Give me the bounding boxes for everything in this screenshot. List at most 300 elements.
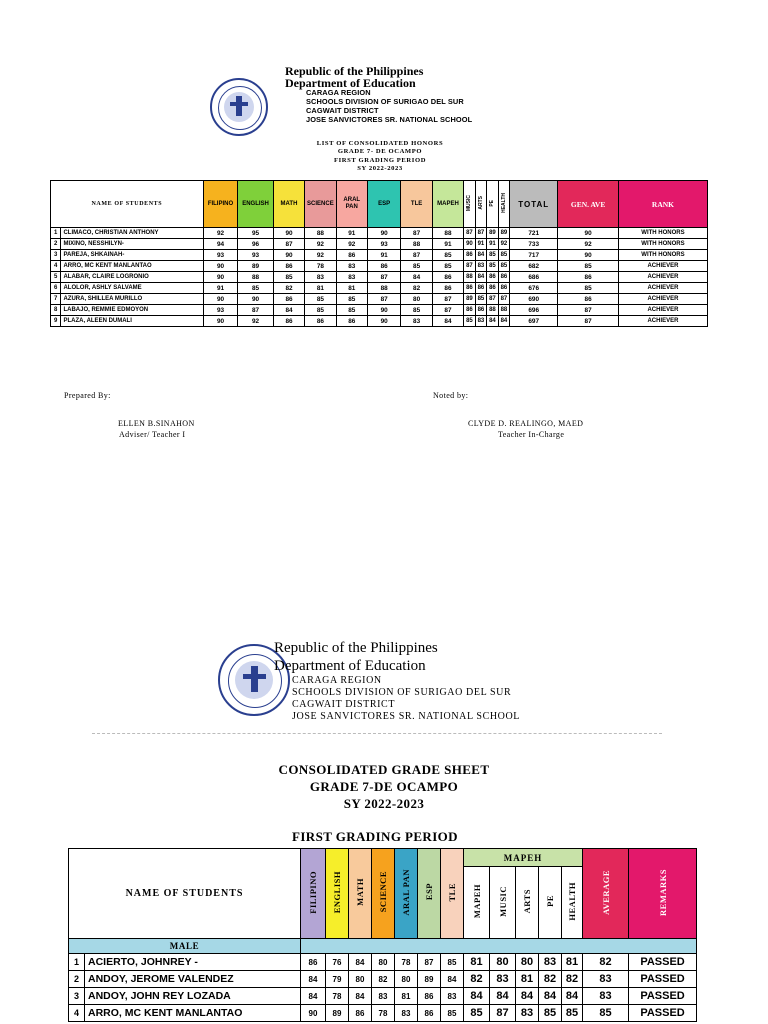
honors-cell-total: 717	[510, 250, 558, 261]
honors-cell-pe: 85	[487, 261, 499, 272]
honors-cell-tle: 83	[401, 316, 432, 327]
honors-cell-sci: 83	[305, 272, 336, 283]
honors-cell-ap: 91	[336, 228, 367, 239]
honors-cell-mapeh: 91	[432, 239, 463, 250]
grades-cell-mapeh: 81	[464, 954, 490, 971]
honors-cell-mapeh: 87	[432, 294, 463, 305]
honors-cell-esp: 87	[367, 272, 400, 283]
honors-cell-math: 87	[273, 239, 304, 250]
honors-cell-mapeh: 85	[432, 250, 463, 261]
honors-row	[51, 239, 708, 250]
grades-th-filipino-label: FILIPINO	[308, 870, 318, 914]
grades-cell-tle: 85	[441, 1005, 464, 1022]
honors-student-name: ARRO, MC KENT MANLANTAO	[61, 261, 203, 272]
honors-cell-he: 85	[498, 250, 510, 261]
honors-th-pe-label: PE	[489, 199, 496, 207]
honors-cell-ave: 90	[558, 250, 619, 261]
district-text: CAGWAIT DISTRICT	[306, 106, 379, 115]
honors-row	[51, 261, 708, 272]
honors-cell-total: 733	[510, 239, 558, 250]
grades-cell-tle: 84	[441, 971, 464, 988]
honors-cell-ar: 91	[475, 239, 487, 250]
honors-row	[51, 283, 708, 294]
prepared-by-label: Prepared By:	[64, 391, 111, 400]
gradesheet-title-block	[184, 761, 584, 812]
honors-cell-tle: 85	[401, 261, 432, 272]
noted-name: CLYDE D. REALINGO, MAED	[468, 419, 584, 428]
grades-cell-rem: PASSED	[629, 988, 697, 1005]
honors-cell-esp: 87	[367, 294, 400, 305]
honors-row-number: 3	[51, 250, 61, 261]
grades-row	[69, 988, 697, 1005]
grades-th-average-label: AVERAGE	[600, 869, 611, 915]
grades-cell-mapeh: 82	[464, 971, 490, 988]
honors-cell-pe: 85	[487, 250, 499, 261]
honors-cell-pe: 86	[487, 283, 499, 294]
gradesheet-title: CONSOLIDATED GRADE SHEET	[278, 762, 490, 777]
honors-cell-mapeh: 84	[432, 316, 463, 327]
region-text-2: CARAGA REGION	[292, 675, 382, 686]
honors-cell-ave: 87	[558, 305, 619, 316]
grades-row-number: 2	[69, 971, 85, 988]
gradesheet-sy: SY 2022-2023	[343, 796, 425, 811]
honors-student-name: LABAJO, REMMIE EDMOYON	[61, 305, 203, 316]
honors-row-number: 2	[51, 239, 61, 250]
honors-th-arts	[475, 181, 487, 228]
honors-cell-fil: 90	[203, 272, 238, 283]
honors-cell-eng: 92	[238, 316, 274, 327]
honors-cell-ave: 86	[558, 294, 619, 305]
honors-cell-eng: 90	[238, 294, 274, 305]
honors-th-health	[498, 181, 510, 228]
honors-cell-pe: 89	[487, 228, 499, 239]
honors-th-filipino: FILIPINO	[203, 181, 238, 228]
honors-cell-ar: 83	[475, 261, 487, 272]
grades-th-english-label: ENGLISH	[332, 870, 342, 914]
honors-cell-rank: ACHIEVER	[618, 272, 707, 283]
grades-cell-sci: 78	[372, 1005, 395, 1022]
honors-cell-rank: WITH HONORS	[618, 228, 707, 239]
noted-title: Teacher In-Charge	[498, 430, 565, 439]
grades-cell-he: 84	[562, 988, 583, 1005]
grades-th-arts-label: ARTS	[522, 888, 532, 914]
honors-cell-ap: 83	[336, 261, 367, 272]
honors-student-name: CLIMACO, CHRISTIAN ANTHONY	[61, 228, 203, 239]
honors-cell-tle: 88	[401, 239, 432, 250]
grades-cell-math: 84	[349, 988, 372, 1005]
honors-cell-tle: 87	[401, 228, 432, 239]
honors-cell-total: 697	[510, 316, 558, 327]
grades-th-science-label: SCIENCE	[378, 871, 388, 913]
honors-cell-rank: ACHIEVER	[618, 283, 707, 294]
deped-heading: Department of Education	[285, 76, 416, 90]
honors-cell-rank: ACHIEVER	[618, 294, 707, 305]
honors-th-esp: ESP	[367, 181, 400, 228]
honors-cell-fil: 90	[203, 316, 238, 327]
grades-cell-mu: 87	[490, 1005, 516, 1022]
grades-cell-rem: PASSED	[629, 971, 697, 988]
honors-cell-ar: 85	[475, 294, 487, 305]
honors-row	[51, 272, 708, 283]
grades-cell-mu: 80	[490, 954, 516, 971]
noted-by-label: Noted by:	[433, 391, 469, 400]
honors-cell-pe: 87	[487, 294, 499, 305]
honors-row	[51, 316, 708, 327]
honors-cell-ar: 83	[475, 316, 487, 327]
grades-cell-ap: 81	[395, 988, 418, 1005]
grades-student-name: ANDOY, JEROME VALENDEZ	[85, 971, 301, 988]
grades-cell-eng: 76	[326, 954, 349, 971]
honors-title-block	[250, 140, 510, 173]
honors-cell-ap: 86	[336, 250, 367, 261]
grades-th-remarks	[629, 849, 697, 939]
honors-row	[51, 228, 708, 239]
grades-cell-eng: 79	[326, 971, 349, 988]
honors-th-arts-label: ARTS	[477, 196, 484, 210]
honors-cell-total: 676	[510, 283, 558, 294]
honors-cell-ap: 81	[336, 283, 367, 294]
honors-cell-total: 721	[510, 228, 558, 239]
honors-th-music	[464, 181, 476, 228]
grades-cell-esp: 89	[418, 971, 441, 988]
grades-cell-pe: 83	[539, 954, 562, 971]
honors-cell-esp: 90	[367, 228, 400, 239]
honors-cell-esp: 93	[367, 239, 400, 250]
grades-cell-ave: 83	[583, 988, 629, 1005]
grades-th-tle-label: TLE	[447, 882, 457, 902]
honors-student-name: MIXINO, NESSHILYN-	[61, 239, 203, 250]
division-text: SCHOOLS DIVISION OF SURIGAO DEL SUR	[306, 97, 464, 106]
honors-sy: SY 2022-2023	[357, 164, 403, 172]
grades-cell-ar: 81	[516, 971, 539, 988]
grades-th-music-label: MUSIC	[497, 885, 508, 917]
grades-male-label: MALE	[69, 939, 301, 954]
gradesheet-grade: GRADE 7-DE OCAMPO	[309, 779, 459, 794]
honors-cell-ar: 86	[475, 305, 487, 316]
honors-cell-ar: 86	[475, 283, 487, 294]
honors-row	[51, 250, 708, 261]
honors-cell-pe: 86	[487, 272, 499, 283]
region-text: CARAGA REGION	[306, 88, 371, 97]
grades-th-health	[562, 867, 583, 939]
honors-table	[50, 180, 708, 327]
prepared-title: Adviser/ Teacher I	[119, 430, 186, 439]
honors-cell-eng: 87	[238, 305, 274, 316]
honors-cell-math: 86	[273, 261, 304, 272]
honors-cell-mu: 89	[464, 294, 476, 305]
grades-cell-fil: 84	[301, 988, 326, 1005]
grades-th-tle	[441, 849, 464, 939]
grades-cell-sci: 83	[372, 988, 395, 1005]
honors-cell-math: 90	[273, 250, 304, 261]
honors-cell-rank: ACHIEVER	[618, 261, 707, 272]
grades-cell-sci: 80	[372, 954, 395, 971]
honors-cell-ar: 84	[475, 250, 487, 261]
prepared-name: ELLEN B.SINAHON	[118, 419, 195, 428]
honors-cell-mapeh: 88	[432, 228, 463, 239]
honors-cell-mapeh: 85	[432, 261, 463, 272]
honors-cell-fil: 93	[203, 305, 238, 316]
honors-cell-esp: 91	[367, 250, 400, 261]
honors-cell-rank: WITH HONORS	[618, 250, 707, 261]
grades-cell-mapeh: 84	[464, 988, 490, 1005]
grades-cell-math: 80	[349, 971, 372, 988]
honors-cell-sci: 78	[305, 261, 336, 272]
honors-cell-mu: 87	[464, 228, 476, 239]
honors-cell-mapeh: 87	[432, 305, 463, 316]
honors-cell-pe: 88	[487, 305, 499, 316]
grades-th-esp-label: ESP	[424, 883, 434, 901]
honors-cell-mu: 86	[464, 283, 476, 294]
honors-row-number: 7	[51, 294, 61, 305]
grades-cell-esp: 86	[418, 1005, 441, 1022]
honors-cell-fil: 90	[203, 294, 238, 305]
grades-row-number: 4	[69, 1005, 85, 1022]
honors-cell-rank: ACHIEVER	[618, 316, 707, 327]
honors-title: LIST OF CONSOLIDATED HONORS	[316, 140, 444, 147]
honors-th-science: SCIENCE	[305, 181, 336, 228]
honors-cell-tle: 87	[401, 250, 432, 261]
honors-cell-tle: 82	[401, 283, 432, 294]
honors-cell-mu: 85	[464, 316, 476, 327]
honors-cell-sci: 88	[305, 228, 336, 239]
grades-cell-ar: 84	[516, 988, 539, 1005]
honors-cell-math: 90	[273, 228, 304, 239]
honors-row-number: 4	[51, 261, 61, 272]
honors-cell-pe: 91	[487, 239, 499, 250]
grades-row	[69, 971, 697, 988]
grades-cell-pe: 84	[539, 988, 562, 1005]
honors-cell-sci: 86	[305, 316, 336, 327]
grades-th-aralpan	[395, 849, 418, 939]
honors-row	[51, 305, 708, 316]
honors-cell-he: 86	[498, 283, 510, 294]
grades-student-name: ARRO, MC KENT MANLANTAO	[85, 1005, 301, 1022]
grades-cell-eng: 78	[326, 988, 349, 1005]
honors-cell-sci: 92	[305, 250, 336, 261]
grades-cell-fil: 84	[301, 971, 326, 988]
honors-cell-ar: 87	[475, 228, 487, 239]
grades-cell-esp: 87	[418, 954, 441, 971]
grades-cell-mu: 84	[490, 988, 516, 1005]
honors-cell-ap: 86	[336, 316, 367, 327]
honors-cell-eng: 88	[238, 272, 274, 283]
grades-th-math-label: MATH	[355, 878, 365, 906]
honors-cell-fil: 93	[203, 250, 238, 261]
honors-th-rank: RANK	[618, 181, 707, 228]
grades-th-pe	[539, 867, 562, 939]
honors-th-mapeh: MAPEH	[432, 181, 463, 228]
grades-row	[69, 954, 697, 971]
grades-cell-sci: 82	[372, 971, 395, 988]
honors-cell-mapeh: 86	[432, 283, 463, 294]
honors-cell-eng: 89	[238, 261, 274, 272]
grades-cell-ar: 83	[516, 1005, 539, 1022]
gradesheet-period: FIRST GRADING PERIOD	[292, 829, 458, 844]
grades-cell-pe: 82	[539, 971, 562, 988]
honors-cell-fil: 94	[203, 239, 238, 250]
honors-cell-fil: 91	[203, 283, 238, 294]
honors-cell-he: 88	[498, 305, 510, 316]
grades-cell-ave: 83	[583, 971, 629, 988]
honors-grade: GRADE 7- DE OCAMPO	[337, 148, 423, 156]
honors-row-number: 9	[51, 316, 61, 327]
grades-th-remarks-label: REMARKS	[657, 868, 668, 916]
honors-cell-tle: 80	[401, 294, 432, 305]
grades-cell-pe: 85	[539, 1005, 562, 1022]
deped-seal-logo	[210, 78, 268, 136]
honors-row	[51, 294, 708, 305]
grades-th-mapeh-group: MAPEH	[464, 849, 583, 867]
grades-th-aralpan-label: ARAL PAN	[401, 868, 411, 916]
grades-cell-mapeh: 85	[464, 1005, 490, 1022]
grades-th-name: NAME OF STUDENTS	[69, 849, 301, 939]
honors-th-genave: GEN. AVE	[558, 181, 619, 228]
honors-cell-sci: 85	[305, 294, 336, 305]
honors-cell-mu: 86	[464, 305, 476, 316]
honors-cell-rank: WITH HONORS	[618, 239, 707, 250]
grades-th-average	[583, 849, 629, 939]
honors-cell-total: 696	[510, 305, 558, 316]
honors-th-english: ENGLISH	[238, 181, 274, 228]
honors-cell-tle: 85	[401, 305, 432, 316]
honors-cell-he: 86	[498, 272, 510, 283]
honors-cell-sci: 85	[305, 305, 336, 316]
honors-cell-total: 690	[510, 294, 558, 305]
honors-cell-ave: 85	[558, 283, 619, 294]
honors-student-name: ALABAR, CLAIRE LOGRONIO	[61, 272, 203, 283]
honors-cell-math: 84	[273, 305, 304, 316]
grades-th-arts	[516, 867, 539, 939]
grades-th-pe-label: PE	[545, 895, 555, 907]
honors-cell-mapeh: 86	[432, 272, 463, 283]
honors-cell-ave: 87	[558, 316, 619, 327]
grades-cell-ar: 80	[516, 954, 539, 971]
honors-cell-he: 84	[498, 316, 510, 327]
honors-cell-math: 82	[273, 283, 304, 294]
honors-cell-eng: 95	[238, 228, 274, 239]
grades-cell-he: 82	[562, 971, 583, 988]
grades-cell-rem: PASSED	[629, 1005, 697, 1022]
honors-cell-total: 682	[510, 261, 558, 272]
grades-cell-mu: 83	[490, 971, 516, 988]
grades-cell-tle: 83	[441, 988, 464, 1005]
honors-student-name: AZURA, SHILLEA MURILLO	[61, 294, 203, 305]
grades-th-science	[372, 849, 395, 939]
grades-th-math	[349, 849, 372, 939]
honors-cell-fil: 92	[203, 228, 238, 239]
honors-cell-math: 86	[273, 294, 304, 305]
honors-cell-ap: 92	[336, 239, 367, 250]
grades-cell-math: 86	[349, 1005, 372, 1022]
honors-row-number: 1	[51, 228, 61, 239]
school-text: JOSE SANVICTORES SR. NATIONAL SCHOOL	[306, 115, 473, 124]
gradesheet-table-body	[69, 954, 697, 1022]
grades-row-number: 3	[69, 988, 85, 1005]
honors-cell-he: 89	[498, 228, 510, 239]
grades-th-mapeh	[464, 867, 490, 939]
grades-cell-math: 84	[349, 954, 372, 971]
grades-cell-ap: 78	[395, 954, 418, 971]
grades-row-number: 1	[69, 954, 85, 971]
gradesheet-table	[68, 848, 697, 1022]
honors-cell-ave: 85	[558, 261, 619, 272]
grades-th-esp	[418, 849, 441, 939]
honors-th-music-label: MUSIC	[466, 194, 473, 212]
grades-cell-ave: 85	[583, 1005, 629, 1022]
grades-cell-rem: PASSED	[629, 954, 697, 971]
republic-heading-2: Republic of the Philippines	[274, 640, 438, 656]
honors-cell-he: 85	[498, 261, 510, 272]
honors-table-body	[51, 228, 708, 327]
deped-heading-2: Department of Education	[274, 658, 426, 674]
honors-cell-eng: 96	[238, 239, 274, 250]
honors-cell-sci: 92	[305, 239, 336, 250]
grades-cell-eng: 89	[326, 1005, 349, 1022]
grades-cell-ap: 83	[395, 1005, 418, 1022]
honors-th-math: MATH	[273, 181, 304, 228]
honors-row-number: 8	[51, 305, 61, 316]
grades-th-mapeh-label: MAPEH	[471, 883, 482, 919]
honors-cell-math: 85	[273, 272, 304, 283]
honors-cell-ap: 85	[336, 294, 367, 305]
header-divider	[92, 733, 662, 734]
honors-cell-mu: 90	[464, 239, 476, 250]
honors-cell-mu: 88	[464, 272, 476, 283]
honors-cell-esp: 90	[367, 305, 400, 316]
honors-cell-sci: 81	[305, 283, 336, 294]
honors-cell-rank: ACHIEVER	[618, 305, 707, 316]
honors-cell-ave: 92	[558, 239, 619, 250]
republic-heading: Republic of the Philippines	[285, 64, 424, 78]
honors-th-total: TOTAL	[510, 181, 558, 228]
grades-th-health-label: HEALTH	[567, 881, 578, 921]
honors-cell-he: 92	[498, 239, 510, 250]
honors-th-name: NAME OF STUDENTS	[51, 181, 204, 228]
grades-th-music	[490, 867, 516, 939]
grades-th-english	[326, 849, 349, 939]
district-text-2: CAGWAIT DISTRICT	[292, 699, 396, 710]
grades-cell-ave: 82	[583, 954, 629, 971]
honors-cell-tle: 84	[401, 272, 432, 283]
honors-cell-fil: 90	[203, 261, 238, 272]
grades-th-filipino	[301, 849, 326, 939]
honors-cell-ap: 85	[336, 305, 367, 316]
grades-cell-he: 81	[562, 954, 583, 971]
honors-th-aralpan	[336, 181, 367, 228]
grades-cell-fil: 86	[301, 954, 326, 971]
grades-student-name: ANDOY, JOHN REY LOZADA	[85, 988, 301, 1005]
honors-row-number: 6	[51, 283, 61, 294]
honors-cell-eng: 85	[238, 283, 274, 294]
grades-cell-ap: 80	[395, 971, 418, 988]
division-text-2: SCHOOLS DIVISION OF SURIGAO DEL SUR	[292, 687, 512, 698]
honors-period: FIRST GRADING PERIOD	[333, 156, 427, 164]
honors-cell-pe: 84	[487, 316, 499, 327]
honors-cell-math: 86	[273, 316, 304, 327]
honors-th-aralpan-label: ARAL PAN	[343, 197, 361, 210]
honors-cell-ar: 84	[475, 272, 487, 283]
honors-cell-total: 686	[510, 272, 558, 283]
honors-cell-ap: 83	[336, 272, 367, 283]
honors-cell-mu: 86	[464, 250, 476, 261]
grades-row	[69, 1005, 697, 1022]
honors-cell-ave: 86	[558, 272, 619, 283]
honors-th-tle: TLE	[401, 181, 432, 228]
honors-cell-ave: 90	[558, 228, 619, 239]
honors-cell-esp: 86	[367, 261, 400, 272]
honors-cell-mu: 87	[464, 261, 476, 272]
